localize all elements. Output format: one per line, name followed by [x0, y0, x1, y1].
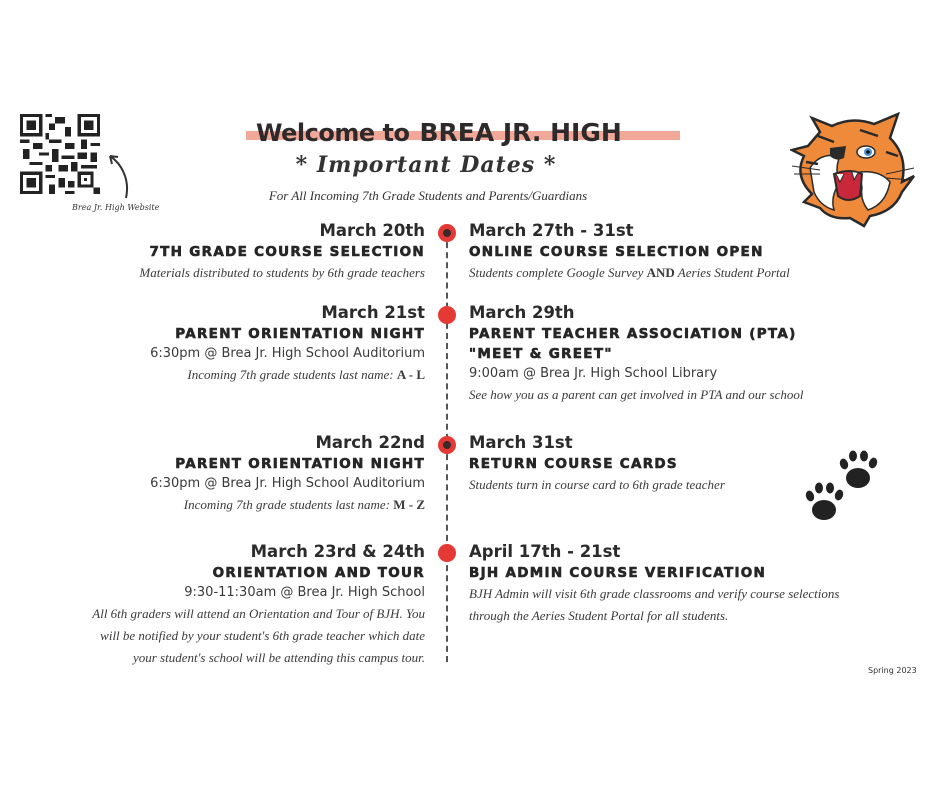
event-heading: PARENT ORIENTATION NIGHT	[175, 326, 425, 342]
event-march-22	[150, 432, 425, 516]
timeline-dot	[438, 224, 456, 242]
event-heading: 7TH GRADE COURSE SELECTION	[149, 244, 425, 260]
event-date: March 31st	[469, 433, 573, 452]
event-march-23-24	[92, 541, 425, 669]
event-date: April 17th - 21st	[469, 542, 621, 561]
event-note: See how you as a parent can get involved in PTA and our school	[469, 387, 804, 402]
event-march-21	[150, 302, 425, 386]
page-title	[246, 118, 686, 152]
event-date: March 21st	[321, 303, 425, 322]
event-note-line: will be notified by your student's 6th grade teacher which date	[100, 628, 425, 643]
event-heading: BJH ADMIN COURSE VERIFICATION	[469, 565, 767, 581]
title-school-name: BREA JR. HIGH	[419, 118, 622, 147]
event-march-31	[469, 432, 725, 496]
timeline-dot	[438, 544, 456, 562]
event-note: Incoming 7th grade students last name: A - L	[187, 367, 425, 382]
timeline-dot	[438, 436, 456, 454]
event-date: March 22nd	[315, 433, 425, 452]
event-note: Students turn in course card to 6th grade teacher	[469, 477, 725, 492]
event-time-location: 6:30pm @ Brea Jr. High School Auditorium	[150, 346, 425, 361]
event-heading: ORIENTATION AND TOUR	[212, 565, 425, 581]
event-note: Materials distributed to students by 6th grade teachers	[139, 265, 425, 280]
event-note: Students complete Google Survey AND Aeries Student Portal	[469, 265, 790, 280]
event-heading: ONLINE COURSE SELECTION OPEN	[469, 244, 764, 260]
paw-prints-icon	[800, 448, 882, 528]
timeline-dot	[438, 306, 456, 324]
event-march-27-31	[469, 220, 790, 284]
event-time-location: 6:30pm @ Brea Jr. High School Auditorium	[150, 476, 425, 491]
event-note-line: BJH Admin will visit 6th grade classrooms and verify course selections	[469, 586, 840, 601]
event-april-17-21	[469, 541, 839, 627]
event-date: March 29th	[469, 303, 575, 322]
event-note-line: through the Aeries Student Portal for all students.	[469, 608, 729, 623]
event-note-line: All 6th graders will attend an Orientation and Tour of BJH. You	[92, 606, 425, 621]
tagline: For All Incoming 7th Grade Students and Parents/Guardians	[268, 188, 588, 203]
title-welcome: Welcome to	[256, 119, 410, 147]
event-note: Incoming 7th grade students last name: M - Z	[183, 497, 425, 512]
subtitle-important-dates: * Important Dates *	[295, 152, 557, 178]
event-march-20	[139, 220, 425, 284]
event-time-location: 9:00am @ Brea Jr. High School Library	[469, 366, 718, 381]
event-date: March 20th	[319, 221, 425, 240]
tiger-mascot-icon	[790, 112, 916, 228]
qr-caption: Brea Jr. High Website	[72, 203, 160, 212]
event-time-location: 9:30-11:30am @ Brea Jr. High School	[184, 585, 425, 600]
event-heading: RETURN COURSE CARDS	[469, 456, 678, 472]
event-heading: PARENT TEACHER ASSOCIATION (PTA)	[469, 326, 797, 342]
event-date: March 27th - 31st	[469, 221, 634, 240]
event-heading-line2: "MEET & GREET"	[469, 346, 613, 362]
event-date: March 23rd & 24th	[250, 542, 425, 561]
event-note-line: your student's school will be attending this campus tour.	[132, 650, 425, 665]
event-heading: PARENT ORIENTATION NIGHT	[175, 456, 425, 472]
event-march-29	[469, 302, 803, 406]
footer-season-label: Spring 2023	[868, 666, 917, 675]
